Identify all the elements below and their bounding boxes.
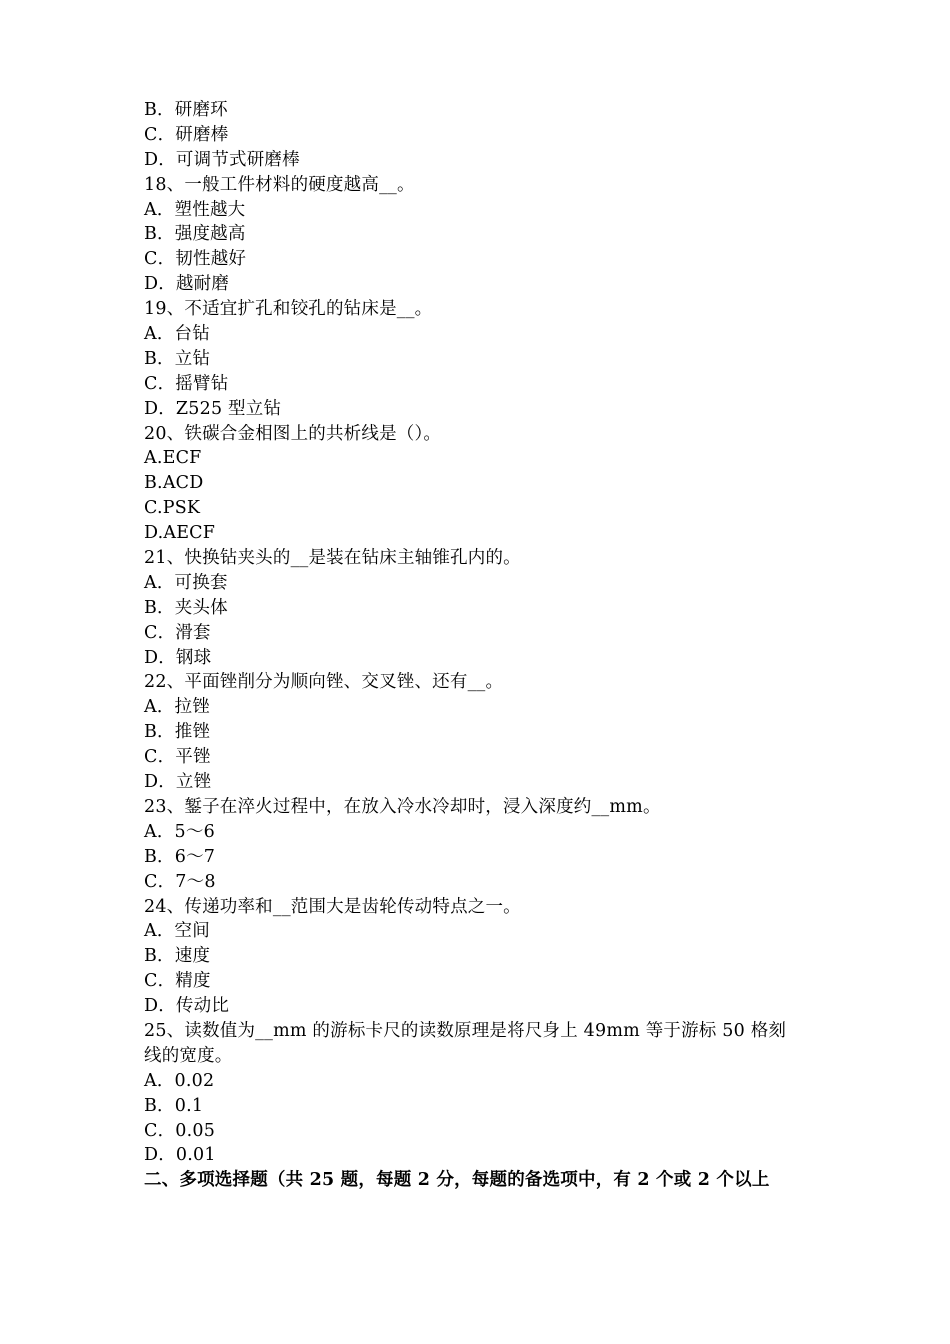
option-line: D．0.01 — [144, 1145, 216, 1166]
question-line-continued: 线的宽度。 — [144, 1045, 233, 1066]
option-line: A．5～6 — [144, 821, 215, 842]
document-body — [144, 98, 814, 1193]
option-line: C．研磨棒 — [144, 124, 229, 145]
option-line: B．6～7 — [144, 846, 216, 867]
option-line: B．速度 — [144, 946, 211, 967]
option-line: A．空间 — [144, 921, 210, 942]
option-line: A．拉锉 — [144, 697, 210, 718]
option-line: C．摇臂钻 — [144, 373, 229, 394]
option-line: D．Z525 型立钻 — [144, 398, 282, 419]
option-line: B．夹头体 — [144, 597, 228, 618]
option-line: C．0.05 — [144, 1120, 216, 1141]
option-line: C．平锉 — [144, 747, 211, 768]
option-line: D.AECF — [144, 523, 216, 544]
question-line: 23、錾子在淬火过程中，在放入冷水冷却时，浸入深度约__mm。 — [144, 796, 661, 817]
option-line: C．7～8 — [144, 871, 216, 892]
option-line: D．传动比 — [144, 996, 230, 1017]
option-line: B.ACD — [144, 473, 204, 494]
question-line: 21、快换钻夹头的__是装在钻床主轴锥孔内的。 — [144, 548, 521, 569]
question-line: 19、不适宜扩孔和铰孔的钻床是__。 — [144, 299, 433, 320]
option-line: B．研磨环 — [144, 100, 228, 120]
question-line: 18、一般工件材料的硬度越高__。 — [144, 174, 415, 195]
section-heading: 二、多项选择题（共 25 题，每题 2 分，每题的备选项中，有 2 个或 2 个以上 — [144, 1170, 770, 1191]
question-line: 22、平面锉削分为顺向锉、交叉锉、还有__。 — [144, 672, 504, 693]
question-line: 24、传递功率和__范围大是齿轮传动特点之一。 — [144, 896, 521, 917]
option-line: A．可换套 — [144, 572, 228, 593]
option-line: B．强度越高 — [144, 224, 246, 245]
option-line: B．立钻 — [144, 348, 211, 369]
option-line: A．塑性越大 — [144, 199, 246, 220]
question-line: 25、读数值为__mm 的游标卡尺的读数原理是将尺身上 49mm 等于游标 50 格刻 — [144, 1020, 787, 1041]
option-line: D．可调节式研磨棒 — [144, 149, 300, 170]
option-line: D．立锉 — [144, 772, 212, 793]
option-line: D．钢球 — [144, 647, 212, 668]
option-line: C．韧性越好 — [144, 249, 247, 270]
option-line: C．精度 — [144, 971, 211, 992]
option-line: C．滑套 — [144, 622, 211, 643]
option-line: A．台钻 — [144, 324, 210, 345]
option-line: D．越耐磨 — [144, 274, 230, 295]
question-line: 20、铁碳合金相图上的共析线是（）。 — [144, 423, 442, 444]
option-line: C.PSK — [144, 498, 201, 519]
option-line: B．推锉 — [144, 722, 211, 743]
option-line: A．0.02 — [144, 1070, 215, 1091]
option-line: B．0.1 — [144, 1095, 204, 1116]
option-line: A.ECF — [144, 448, 202, 469]
